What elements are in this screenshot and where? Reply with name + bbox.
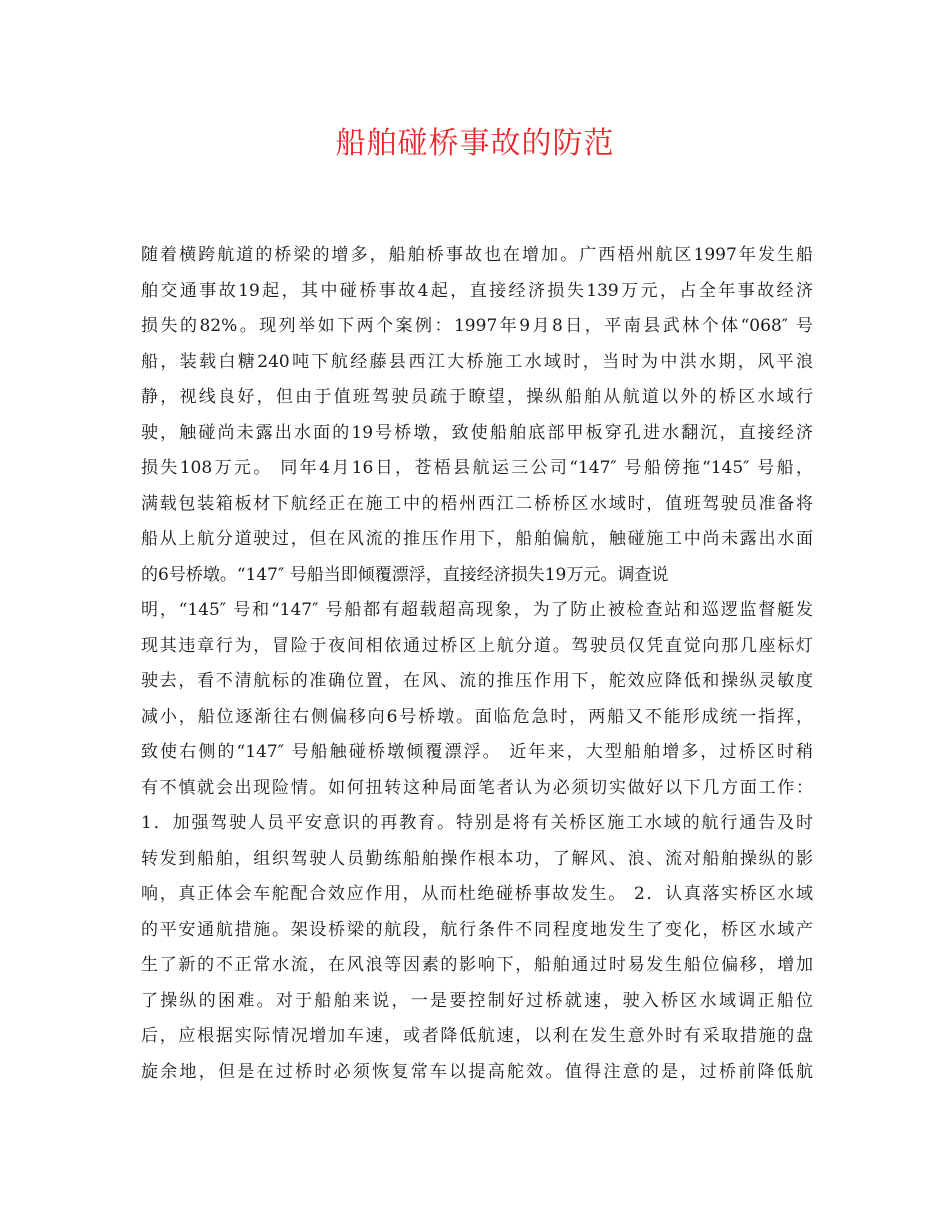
body-line: 生了新的不正常水流，在风浪等因素的影响下，船舶通过时易发生船位偏移，增加 <box>141 955 813 975</box>
body-line: 响，真正体会车舵配合效应作用，从而杜绝碰桥事故发生。 2．认真落实桥区水域 <box>141 884 813 904</box>
body-line: 驶去，看不清航标的准确位置，在风、流的推压作用下，舵效应降低和操纵灵敏度 <box>141 671 813 691</box>
body-line: 舶交通事故19起，其中碰桥事故4起，直接经济损失139万元，占全年事故经济 <box>141 280 813 301</box>
body-line: 损失的82%。现列举如下两个案例：1997年9月8日，平南县武林个体“068″ 号 <box>141 316 813 336</box>
document-title: 船舶碰桥事故的防范 <box>335 126 615 161</box>
body-line: 了操纵的困难。对于船舶来说，一是要控制好过桥就速，驶入桥区水域调正船位 <box>141 990 813 1011</box>
body-line: 驶，触碰尚未露出水面的19号桥墩，致使船舶底部甲板穿孔进水翻沉，直接经济 <box>141 422 813 443</box>
body-line: 旋余地，但是在过桥时必须恢复常车以提高舵效。值得注意的是，过桥前降低航 <box>141 1061 813 1082</box>
body-line: 现其违章行为，冒险于夜间相依通过桥区上航分道。驾驶员仅凭直觉向那几座标灯 <box>141 635 813 656</box>
body-line: 的平安通航措施。架设桥梁的航段，航行条件不同程度地发生了变化，桥区水域产 <box>141 919 813 940</box>
body-line: 满载包装箱板材下航经正在施工中的梧州西江二桥桥区水域时，值班驾驶员准备将 <box>141 493 813 514</box>
body-line: 致使右侧的“147″ 号船触碰桥墩倾覆漂浮。 近年来，大型船舶增多，过桥区时稍 <box>141 742 813 762</box>
body-line: 随着横跨航道的桥梁的增多，船舶桥事故也在增加。广西梧州航区1997年发生船 <box>141 245 813 265</box>
body-line: 明，“145″ 号和“147″ 号船都有超载超高现象，为了防止被检查站和巡逻监督艇发 <box>141 600 813 620</box>
body-line: 静，视线良好，但由于值班驾驶员疏于瞭望，操纵船舶从航道以外的桥区水域行 <box>141 387 813 407</box>
body-line: 船从上航分道驶过，但在风流的推压作用下，船舶偏航，触碰施工中尚未露出水面 <box>141 529 813 549</box>
document-body <box>141 238 813 1090</box>
body-line: 转发到船舶，组织驾驶人员勤练船舶操作根本功，了解风、浪、流对船舶操纵的影 <box>141 848 813 869</box>
body-line: 船，装载白糖240吨下航经藤县西江大桥施工水域时，当时为中洪水期，风平浪 <box>141 351 813 372</box>
body-line: 后，应根据实际情况增加车速，或者降低航速，以利在发生意外时有采取措施的盘 <box>141 1026 813 1046</box>
body-line: 有不慎就会出现险情。如何扭转这种局面笔者认为必须切实做好以下几方面工作： <box>141 777 813 798</box>
body-line: 减小，船位逐渐往右侧偏移向6号桥墩。面临危急时，两船又不能形成统一指挥， <box>141 706 813 727</box>
body-line: 损失108万元。 同年4月16日，苍梧县航运三公司“147″ 号船傍拖“145″ 号船， <box>141 458 813 478</box>
body-line: 的6号桥墩。“147″ 号船当即倾覆漂浮，直接经济损失19万元。调查说 <box>141 564 669 585</box>
body-line: 1．加强驾驶人员平安意识的再教育。特别是将有关桥区施工水域的航行通告及时 <box>141 813 813 833</box>
